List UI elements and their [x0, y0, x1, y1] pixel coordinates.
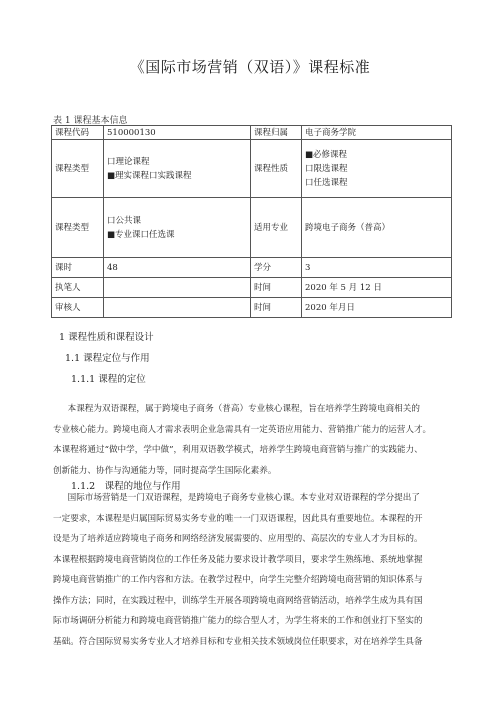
para-line: 本课程根据跨境电商营销岗位的工作任务及能力要求设计教学项目，要求学生熟练地、系统地掌握 — [53, 554, 423, 565]
author-label: 执笔人 — [52, 278, 104, 298]
course-code-value: 510000130 — [104, 126, 251, 140]
table-row — [52, 198, 452, 258]
para-line: 设是为了培养适应跨境电子商务和网络经济发展需要的、应用型的、高层次的专业人才为目标的。 — [53, 534, 423, 544]
belongs-value: 电子商务学院 — [302, 126, 452, 140]
para-line: 创新能力、协作与沟通能力等，同时提高学生国际化素养。 — [53, 465, 277, 476]
belongs-label: 课程归属 — [251, 126, 302, 140]
type-option: 口理论课程 — [107, 156, 150, 167]
major-label: 适用专业 — [251, 198, 302, 258]
reviewer-time-label: 时间 — [251, 298, 302, 318]
type2-option: 口公共课 — [107, 215, 142, 226]
author-value — [104, 278, 251, 298]
para-line: 际市场调研分析能力和跨境电商营销推广能力的综合型人才，为学生将来的工作和创业打下坚实的 — [53, 616, 423, 626]
nature-label: 课程性质 — [251, 140, 302, 198]
table-row — [52, 298, 452, 318]
para-line: 国际市场营销是一门双语课程，是跨境电子商务专业核心课。本专业对双语课程的学分提出了 — [67, 493, 420, 503]
hours-label: 课时 — [52, 258, 104, 278]
table-caption: 表 1 课程基本信息 — [53, 116, 128, 126]
hours-value: 48 — [104, 258, 251, 278]
para-line: 专业核心能力。跨境电商人才需求表明企业急需具有一定英语应用能力、营销推广能力的运营人才。 — [53, 424, 432, 435]
type-label: 课程类型 — [52, 140, 104, 198]
page-title: 《国际市场营销（双语）》课程标准 — [129, 58, 371, 76]
course-info-table — [51, 125, 452, 318]
nature-option: ■必修课程 — [305, 149, 348, 160]
nature-options — [302, 140, 452, 198]
reviewer-time-value: 2020 年月日 — [302, 298, 452, 318]
table-row — [52, 140, 452, 198]
subsubsection-heading: 1.1.1 课程的定位 — [71, 374, 146, 385]
paragraph-positioning — [53, 399, 451, 481]
type-options — [104, 140, 251, 198]
type-option: ■理实课程口实践课程 — [107, 170, 192, 181]
type2-options — [104, 198, 251, 258]
table-row — [52, 126, 452, 140]
credit-label: 学分 — [251, 258, 302, 278]
author-time-label: 时间 — [251, 278, 302, 298]
para-line: 本课程为双语课程，属于跨境电子商务（普高）专业核心课程，旨在培养学生跨境电商相关的 — [67, 404, 420, 414]
nature-option: 口任选课程 — [305, 177, 348, 188]
credit-value: 3 — [302, 258, 452, 278]
table-row — [52, 278, 452, 298]
reviewer-value — [104, 298, 251, 318]
author-time-value: 2020 年 5 月 12 日 — [302, 278, 452, 298]
course-code-label: 课程代码 — [52, 126, 104, 140]
subsection-heading: 1.1 课程定位与作用 — [65, 353, 150, 364]
para-line: 一定要求，本课程是归属国际贸易实务专业的唯一一门双语课程，因此具有重要地位。本课程的开 — [53, 513, 423, 524]
nature-option: 口限选课程 — [305, 163, 348, 174]
table-row — [52, 258, 452, 278]
subsubsection-heading: 1.1.2 课程的地位与作用 — [71, 481, 181, 492]
paragraph-role — [53, 488, 451, 652]
type2-option: ■专业课口任选课 — [107, 229, 175, 240]
type2-label: 课程类型 — [52, 198, 104, 258]
section-heading: 1 课程性质和课程设计 — [59, 332, 154, 343]
para-line: 操作方法；同时，在实践过程中，训练学生开展各项跨境电商网络营销活动，培养学生成为具有国 — [53, 595, 423, 606]
reviewer-label: 审核人 — [52, 298, 104, 318]
para-line: 跨境电商营销推广的工作内容和方法。在教学过程中，向学生完整介绍跨境电商营销的知识体系与 — [53, 575, 423, 585]
para-line: 本课程将通过“做中学，学中做”，利用双语教学模式，培养学生跨境电商营销与推广的实践能力、 — [53, 445, 423, 455]
para-line: 基础。符合国际贸易实务专业人才培养目标和专业相关技术领域岗位任职要求，对在培养学生具备 — [53, 636, 423, 647]
major-value: 跨境电子商务（普高） — [302, 198, 452, 258]
